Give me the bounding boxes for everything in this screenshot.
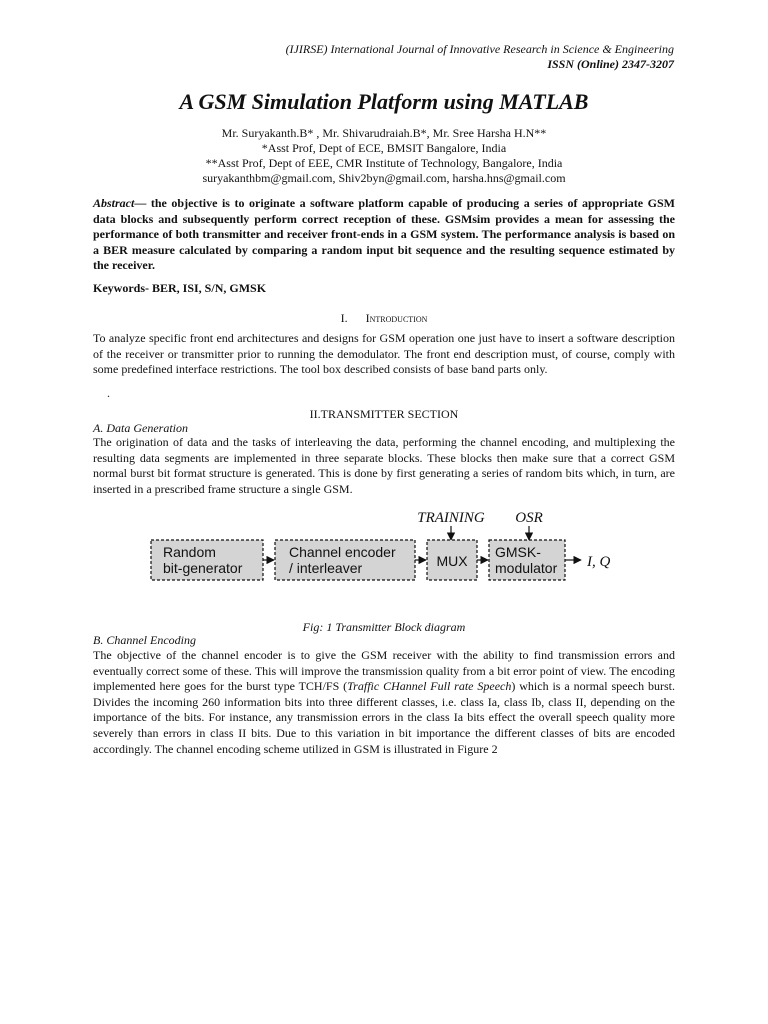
block-4-line-1: GMSK- (495, 544, 541, 560)
abstract-text: the objective is to originate a software platform capable of producing a series of appropriate GSM data blocks and subsequently perform correct reception of these. GSMsim provides a mean for assessing the performance of both transmitter and receiver front-ends in a GSM system. The performance analysis is based on a BER measure calculated by comparing a random input bit sequence and the resulting sequence estimated by the receiver. (93, 196, 675, 273)
channel-encoding-paragraph (93, 648, 675, 757)
block-2-line-1: Channel encoder (289, 544, 396, 560)
abstract-dash: — (134, 196, 147, 210)
channel-encoding-text-2: ) which is a normal speech burst. Divides the incoming 260 information bits into three different classes, i.e. class Ia, class Ib, class II, depending on the importance of the bits. For instance, any transmission errors in the class Ia bits effect the overall speech quality more severely than errors in class II bits. Due to this variation in bit importance the different classes of bits are encoded accordingly. The channel encoding scheme utilized in GSM is illustrated in Figure 2 (93, 679, 675, 756)
affiliation-1: *Asst Prof, Dept of ECE, BMSIT Bangalore, India (261, 141, 507, 155)
affiliation-2: **Asst Prof, Dept of EEE, CMR Institute of Technology, Bangalore, India (205, 156, 563, 170)
intro-heading-number: I. (340, 311, 348, 325)
abstract-label: Abstract (93, 196, 135, 210)
intro-trailing-dot: . (107, 386, 110, 400)
data-generation-heading: A. Data Generation (93, 421, 188, 435)
keywords: Keywords- BER, ISI, S/N, GMSK (93, 281, 267, 295)
block-1-line-2: bit-generator (163, 560, 243, 576)
channel-encoding-text-1: The objective of the channel encoder is to give the GSM receiver with the ability to find transmission errors and eventually correct some of these. This will improve the transmission quality from a bit error point of view. The encoding implemented here goes for the burst type TCH/FS ( (93, 648, 675, 694)
figure-caption: Fig: 1 Transmitter Block diagram (302, 620, 466, 634)
intro-heading (93, 311, 675, 327)
osr-label: OSR (515, 510, 543, 526)
transmitter-heading: II.TRANSMITTER SECTION (309, 407, 459, 421)
block-3-label: MUX (436, 553, 468, 569)
channel-encoding-italic: Traffic CHannel Full rate Speech (347, 679, 512, 694)
paper-title: A GSM Simulation Platform using MATLAB (179, 89, 589, 114)
block-diagram-svg (93, 500, 675, 610)
training-label: TRAINING (417, 510, 485, 526)
journal-header: (IJIRSE) International Journal of Innovative Research in Science & Engineering (285, 42, 674, 56)
intro-heading-text: Introduction (365, 311, 428, 325)
data-generation-paragraph: The origination of data and the tasks of interleaving the data, performing the channel encoding, and multiplexing the resulting data segments are implemented in three separate blocks. These blocks then make sure that a correct GSM normal burst bit format structure is generated. This is done by first generating a series of random bits which, in turn, are inserted in a prescribed frame structure a single GSM. (93, 435, 675, 496)
channel-encoding-heading: B. Channel Encoding (93, 633, 196, 647)
author-emails: suryakanthbm@gmail.com, Shiv2byn@gmail.com, harsha.hns@gmail.com (202, 171, 566, 185)
author-names: Mr. Suryakanth.B* , Mr. Shivarudraiah.B*, Mr. Sree Harsha H.N** (221, 126, 547, 140)
block-2-line-2: / interleaver (289, 560, 363, 576)
block-1-line-1: Random (163, 544, 216, 560)
transmitter-block-diagram (93, 500, 675, 610)
abstract (93, 196, 675, 274)
issn-header: ISSN (Online) 2347-3207 (547, 57, 674, 71)
intro-paragraph: To analyze specific front end architectures and designs for GSM operation one just have to insert a software description of the receiver or transmitter prior to running the demodulator. The front end description must, of course, comply with some predefined interface restrictions. The tool box described consists of base band parts only. (93, 331, 675, 377)
output-label: I, Q (587, 554, 611, 570)
block-4-line-2: modulator (495, 560, 558, 576)
